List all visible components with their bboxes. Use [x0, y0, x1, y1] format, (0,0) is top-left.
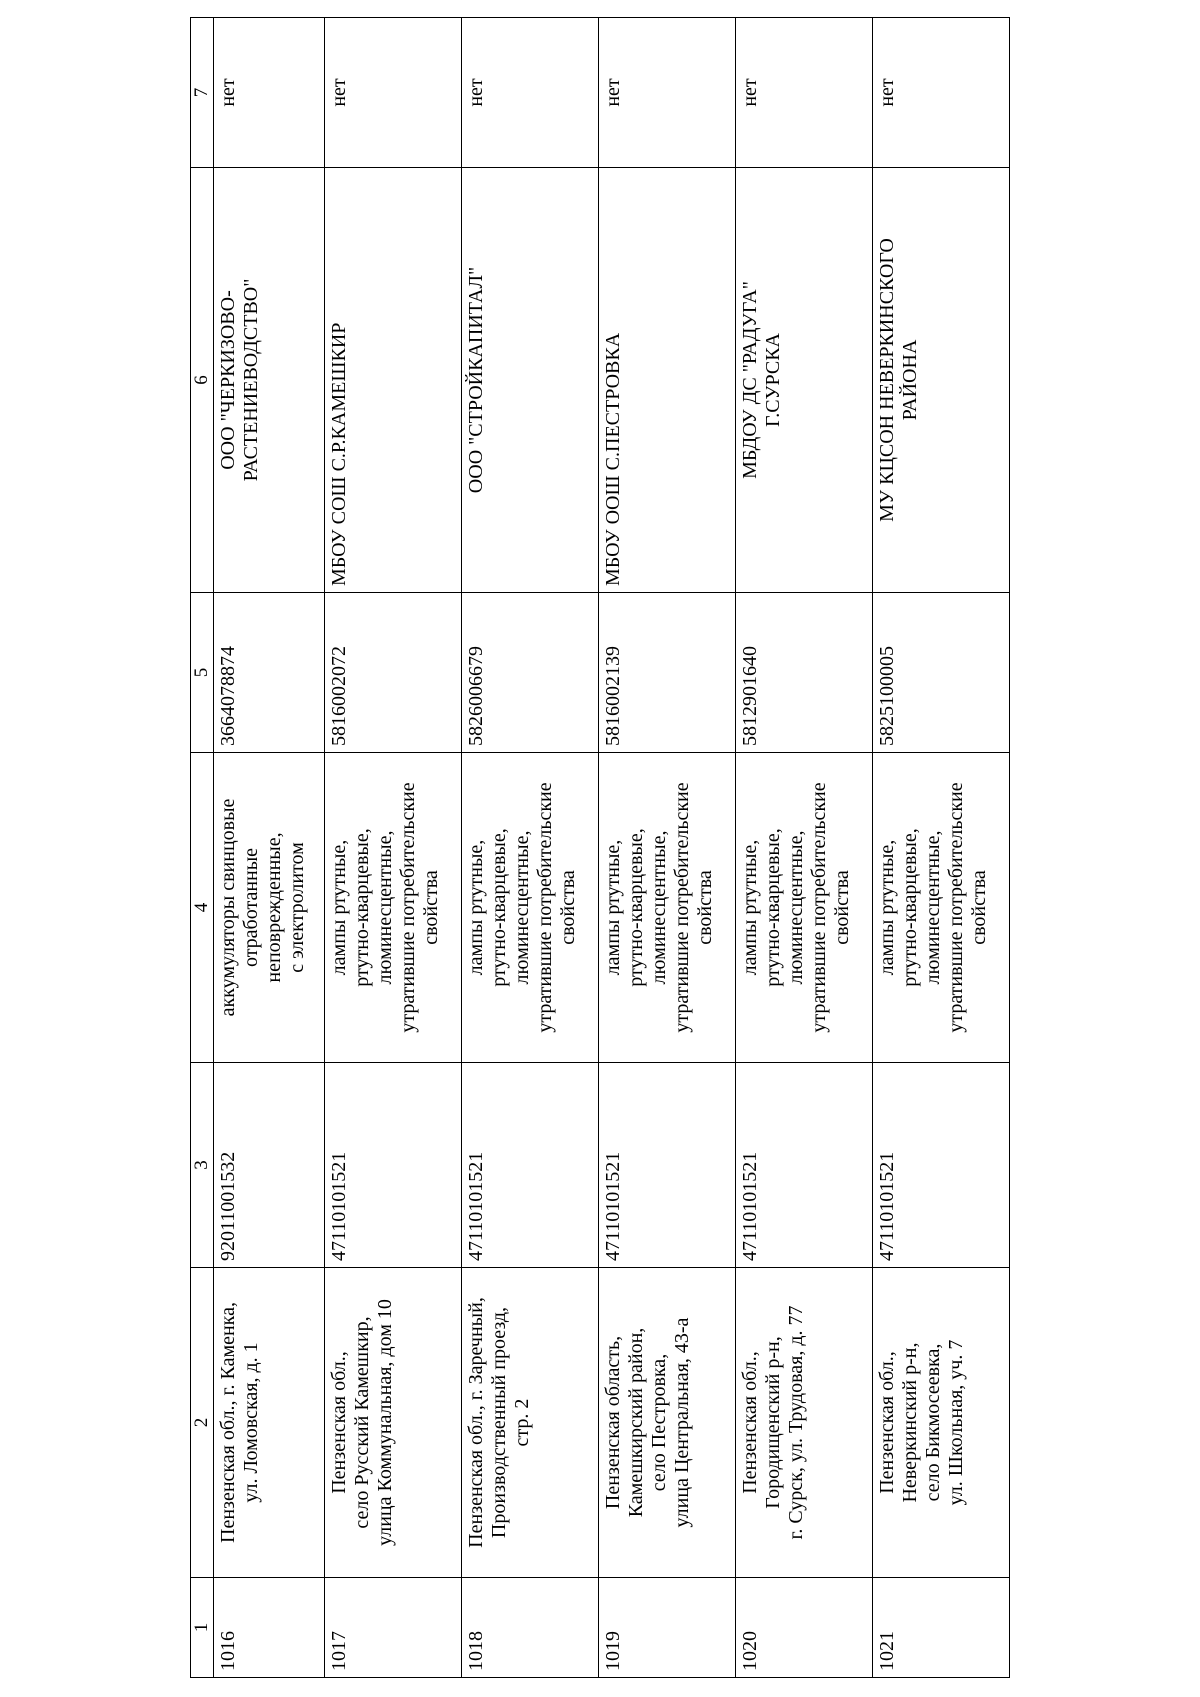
row-number: 1021	[873, 1578, 1010, 1678]
waste-text: лампы ртутные, ртутно-кварцевые, люминесцентные, утратившие потребительские свойства	[876, 782, 991, 1033]
flag-cell: нет	[462, 18, 599, 168]
code-cell: 47110101521	[736, 1063, 873, 1268]
waste-text: аккумуляторы свинцовые отработанные неповрежденные, с электролитом	[217, 798, 308, 1017]
row-number: 1018	[462, 1578, 599, 1678]
flag-cell: нет	[736, 18, 873, 168]
waste-cell	[325, 753, 462, 1063]
address-text: Пензенская обл., село Русский Камешкир, улица Коммунальная, дом 10	[328, 1299, 397, 1546]
inn-cell: 5816002072	[325, 593, 462, 753]
table-row	[736, 18, 873, 1678]
column-header: 4	[191, 753, 214, 1063]
inn-cell: 5816002139	[599, 593, 736, 753]
table-row	[873, 18, 1010, 1678]
row-number: 1020	[736, 1578, 873, 1678]
waste-text: лампы ртутные, ртутно-кварцевые, люминесцентные, утратившие потребительские свойства	[465, 782, 580, 1033]
flag-cell: нет	[325, 18, 462, 168]
organization-text: МБДОУ ДС "РАДУГА" Г.СУРСКА	[739, 281, 785, 479]
organization-text: МБОУ СОШ С.Р.КАМЕШКИР	[328, 322, 351, 586]
organization-cell	[599, 168, 736, 593]
address-cell	[462, 1268, 599, 1578]
address-cell	[599, 1268, 736, 1578]
registry-table	[190, 17, 1010, 1678]
waste-text: лампы ртутные, ртутно-кварцевые, люминесцентные, утратившие потребительские свойства	[602, 782, 717, 1033]
organization-text: МБОУ ООШ С.ПЕСТРОВКА	[602, 332, 625, 586]
table-row	[325, 18, 462, 1678]
address-cell	[873, 1268, 1010, 1578]
code-cell: 47110101521	[873, 1063, 1010, 1268]
address-text: Пензенская обл., Городищенский р-н, г. Сурск, ул. Трудовая, д. 77	[739, 1305, 808, 1540]
waste-cell	[599, 753, 736, 1063]
column-header: 6	[191, 168, 214, 593]
flag-cell: нет	[214, 18, 325, 168]
organization-cell	[325, 168, 462, 593]
code-cell: 47110101521	[599, 1063, 736, 1268]
waste-text: лампы ртутные, ртутно-кварцевые, люминесцентные, утратившие потребительские свойства	[328, 782, 443, 1033]
row-number: 1016	[214, 1578, 325, 1678]
table-row	[599, 18, 736, 1678]
column-header: 3	[191, 1063, 214, 1268]
organization-cell	[736, 168, 873, 593]
waste-text: лампы ртутные, ртутно-кварцевые, люминесцентные, утратившие потребительские свойства	[739, 782, 854, 1033]
column-header: 2	[191, 1268, 214, 1578]
address-cell	[736, 1268, 873, 1578]
organization-cell	[462, 168, 599, 593]
code-cell: 47110101521	[325, 1063, 462, 1268]
address-text: Пензенская обл., Неверкинский р-н, село Бикмосеевка, ул. Школьная, уч. 7	[876, 1339, 968, 1506]
column-header: 7	[191, 18, 214, 168]
header-row	[191, 18, 214, 1678]
waste-cell	[873, 753, 1010, 1063]
organization-text: МУ КЦСОН НЕВЕРКИНСКОГО РАЙОНА	[876, 238, 922, 522]
inn-cell: 5812901640	[736, 593, 873, 753]
rotated-page	[190, 18, 1010, 1678]
inn-cell: 5826006679	[462, 593, 599, 753]
flag-cell: нет	[873, 18, 1010, 168]
code-cell: 47110101521	[462, 1063, 599, 1268]
inn-cell: 3664078874	[214, 593, 325, 753]
column-header: 5	[191, 593, 214, 753]
flag-cell: нет	[599, 18, 736, 168]
column-header: 1	[191, 1578, 214, 1678]
table-row	[462, 18, 599, 1678]
row-number: 1017	[325, 1578, 462, 1678]
inn-cell: 5825100005	[873, 593, 1010, 753]
organization-cell	[214, 168, 325, 593]
code-cell: 92011001532	[214, 1063, 325, 1268]
waste-cell	[462, 753, 599, 1063]
organization-text: ООО "ЧЕРКИЗОВО- РАСТЕНИЕВОДСТВО"	[217, 278, 262, 482]
waste-cell	[214, 753, 325, 1063]
organization-text: ООО "СТРОЙКАПИТАЛ"	[465, 266, 488, 494]
address-text: Пензенская обл., г. Каменка, ул. Ломовская, д. 1	[217, 1302, 262, 1543]
address-text: Пензенская обл., г. Заречный, Производственный проезд, стр. 2	[465, 1297, 534, 1548]
organization-cell	[873, 168, 1010, 593]
table-row	[214, 18, 325, 1678]
address-cell	[325, 1268, 462, 1578]
waste-cell	[736, 753, 873, 1063]
address-text: Пензенская область, Камешкирский район, село Пестровка, улица Центральная, 43-а	[602, 1317, 694, 1528]
row-number: 1019	[599, 1578, 736, 1678]
address-cell	[214, 1268, 325, 1578]
